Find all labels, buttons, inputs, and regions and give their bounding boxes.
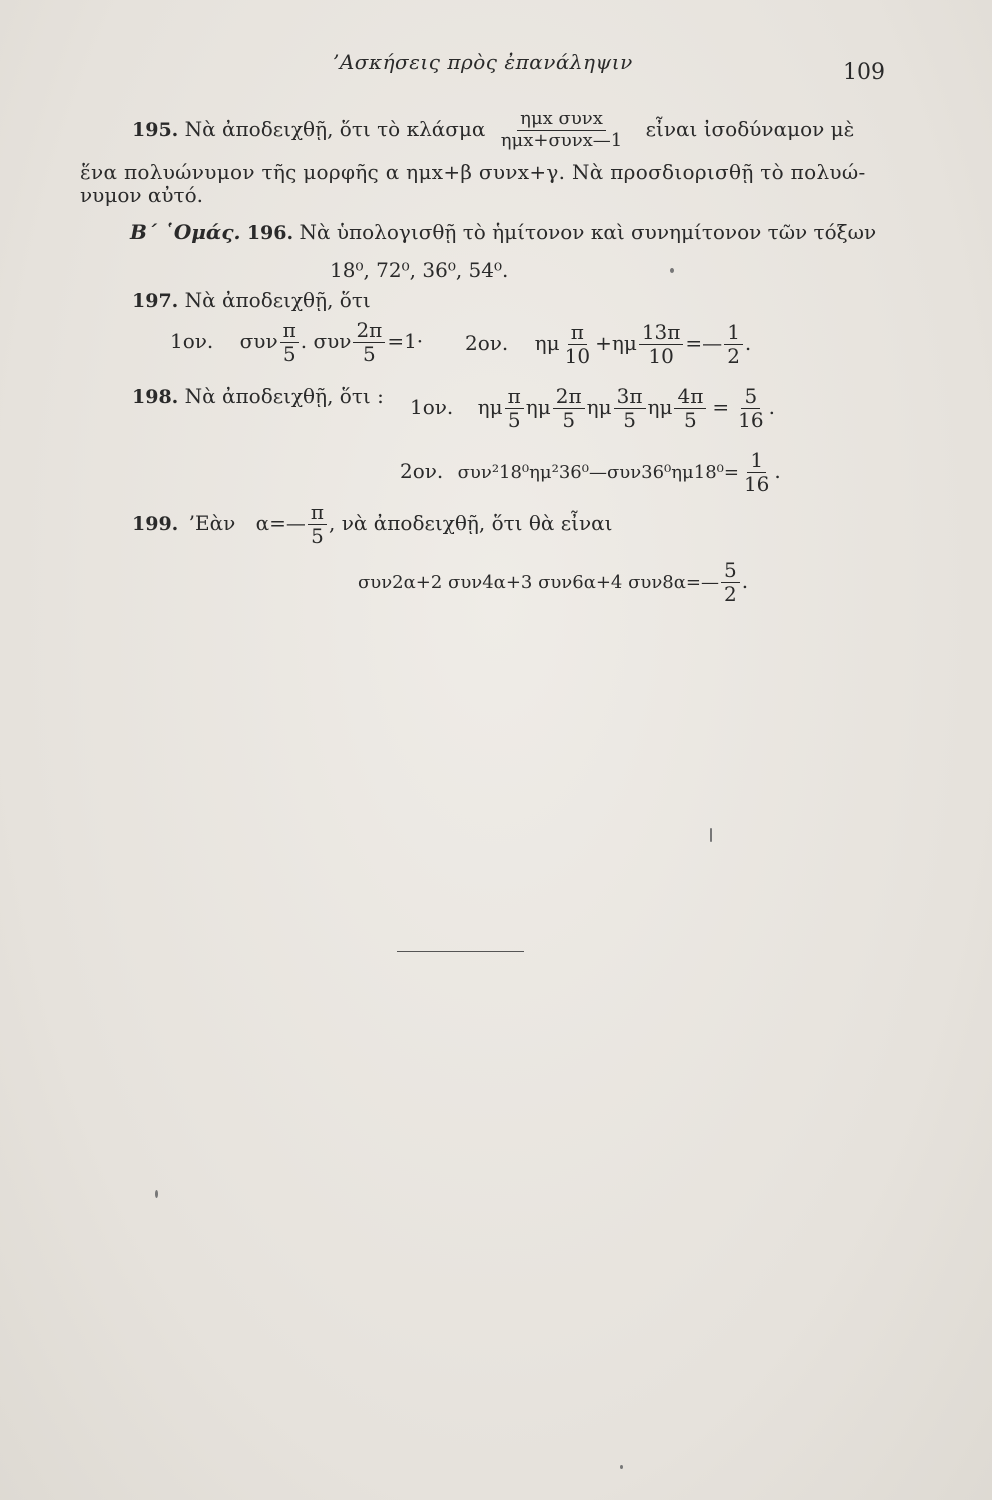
exercise-197-part2 — [465, 322, 751, 367]
math-text: ημ — [534, 331, 560, 355]
fraction-numerator: 1 — [747, 450, 766, 473]
fraction-numerator: π — [505, 386, 524, 409]
fraction-denominator: 5 — [311, 524, 324, 548]
fraction-numerator: 13π — [639, 322, 684, 345]
fraction — [553, 386, 585, 431]
math-text: ημ — [586, 395, 612, 419]
running-header: ’Ασκήσεις πρὸς ἐπανάληψιν — [333, 50, 633, 74]
exercise-195-line1 — [132, 110, 854, 151]
exercise-number: 198. — [132, 386, 179, 408]
part-label: 1ον. — [410, 395, 454, 419]
part-label: 1ον. — [170, 329, 214, 353]
exercise-196-line1 — [130, 220, 876, 244]
exercise-198-intro — [132, 384, 384, 408]
fraction — [562, 322, 593, 367]
exercise-text: Νὰ ἀποδειχθῇ, ὅτι τὸ κλάσμα — [184, 116, 486, 141]
fraction — [721, 560, 740, 605]
math-text: =— — [685, 331, 723, 355]
math-text: συν2α+2 συν4α+3 συν6α+4 συν8α=— — [358, 572, 719, 593]
fraction — [280, 320, 299, 365]
exercise-text: Νὰ ἀποδειχθῇ, ὅτι : — [184, 384, 384, 408]
math-text: συν — [239, 329, 278, 353]
exercise-198-part2 — [400, 450, 781, 495]
exercise-197-part1 — [170, 320, 423, 365]
exercise-number: 199. — [132, 513, 179, 535]
math-text: . — [741, 569, 749, 593]
fraction-denominator: 5 — [363, 342, 376, 366]
fraction-numerator: 4π — [674, 386, 706, 409]
exercise-199-line1 — [132, 502, 613, 547]
math-text: . — [768, 395, 775, 419]
math-text: +ημ — [595, 331, 637, 355]
math-text: . — [774, 459, 781, 483]
fraction-denominator: 16 — [738, 408, 764, 432]
exercise-199-equation — [358, 560, 748, 605]
math-text: = — [712, 395, 730, 419]
fraction-numerator: 3π — [614, 386, 646, 409]
fraction-denominator: 5 — [282, 342, 296, 366]
fraction-denominator: 2 — [727, 344, 740, 368]
scan-speck — [155, 1190, 158, 1198]
fraction-numerator: π — [308, 502, 327, 525]
fraction — [614, 386, 646, 431]
exercise-197-intro — [132, 288, 371, 312]
math-text: συν²18⁰ημ²36⁰—συν36⁰ημ18⁰= — [457, 462, 739, 483]
scan-speck — [670, 268, 674, 273]
exercise-text: Νὰ ἀποδειχθῇ, ὅτι — [184, 288, 371, 312]
fraction-denominator: 5 — [562, 408, 576, 432]
part-label: 2ον. — [465, 331, 509, 355]
fraction-numerator: 2π — [353, 320, 385, 343]
math-text: α=— — [255, 511, 306, 535]
exercise-text: εἶναι ἰσοδύναμον μὲ — [645, 116, 855, 141]
math-text: ημ — [647, 395, 673, 419]
fraction — [353, 320, 385, 365]
page-number: 109 — [843, 60, 885, 85]
exercise-198-part1 — [410, 386, 775, 431]
scan-speck — [620, 1465, 623, 1469]
exercise-number: 197. — [132, 290, 179, 312]
fraction — [735, 386, 766, 431]
fraction — [498, 110, 626, 151]
fraction-denominator: 10 — [564, 344, 591, 368]
fraction-numerator: ημx συνx — [517, 110, 606, 131]
math-text: . συν — [300, 329, 352, 353]
math-text: ημ — [477, 395, 503, 419]
fraction-numerator: π — [280, 320, 299, 343]
fraction-denominator: ημx+συνx—1 — [500, 129, 623, 151]
fraction — [674, 386, 706, 431]
section-divider — [397, 951, 524, 952]
fraction-numerator: 2π — [553, 386, 585, 409]
scan-speck — [710, 828, 712, 842]
fraction — [505, 386, 524, 431]
fraction-denominator: 5 — [507, 408, 521, 432]
exercise-text: Νὰ ὑπολογισθῇ τὸ ἡμίτονον καὶ συνημίτονον τῶν τόξων — [299, 220, 877, 244]
fraction-numerator: 5 — [721, 560, 740, 583]
fraction-numerator: π — [568, 322, 587, 345]
math-text: =1· — [387, 329, 424, 353]
fraction-denominator: 2 — [723, 582, 737, 606]
fraction — [639, 322, 684, 367]
group-label: Β΄ ῾Ομάς. — [130, 220, 241, 244]
exercise-195-line3: νυμον αὐτό. — [80, 183, 203, 207]
fraction-denominator: 5 — [623, 408, 636, 432]
fraction-numerator: 5 — [741, 386, 760, 409]
fraction-denominator: 5 — [684, 408, 697, 432]
fraction-numerator: 1 — [724, 322, 743, 345]
math-text: ημ — [525, 395, 551, 419]
fraction — [308, 502, 327, 547]
exercise-text: ’Εὰν — [188, 511, 236, 535]
arc-values: 18⁰, 72⁰, 36⁰, 54⁰. — [330, 258, 509, 282]
math-text: . — [744, 331, 752, 355]
exercise-number: 196. — [246, 222, 294, 244]
exercise-number: 195. — [132, 118, 179, 141]
fraction-denominator: 10 — [648, 344, 674, 368]
fraction-denominator: 16 — [743, 472, 770, 496]
part-label: 2ον. — [400, 459, 444, 483]
fraction — [724, 322, 743, 367]
fraction — [741, 450, 772, 495]
exercise-195-line2: ἕνα πολυώνυμον τῆς μορφῆς α ημx+β συνx+γ. Νὰ προσδιορισθῇ τὸ πολυώ- — [80, 160, 866, 184]
exercise-text: , νὰ ἀποδειχθῇ, ὅτι θὰ εἶναι — [329, 511, 613, 535]
